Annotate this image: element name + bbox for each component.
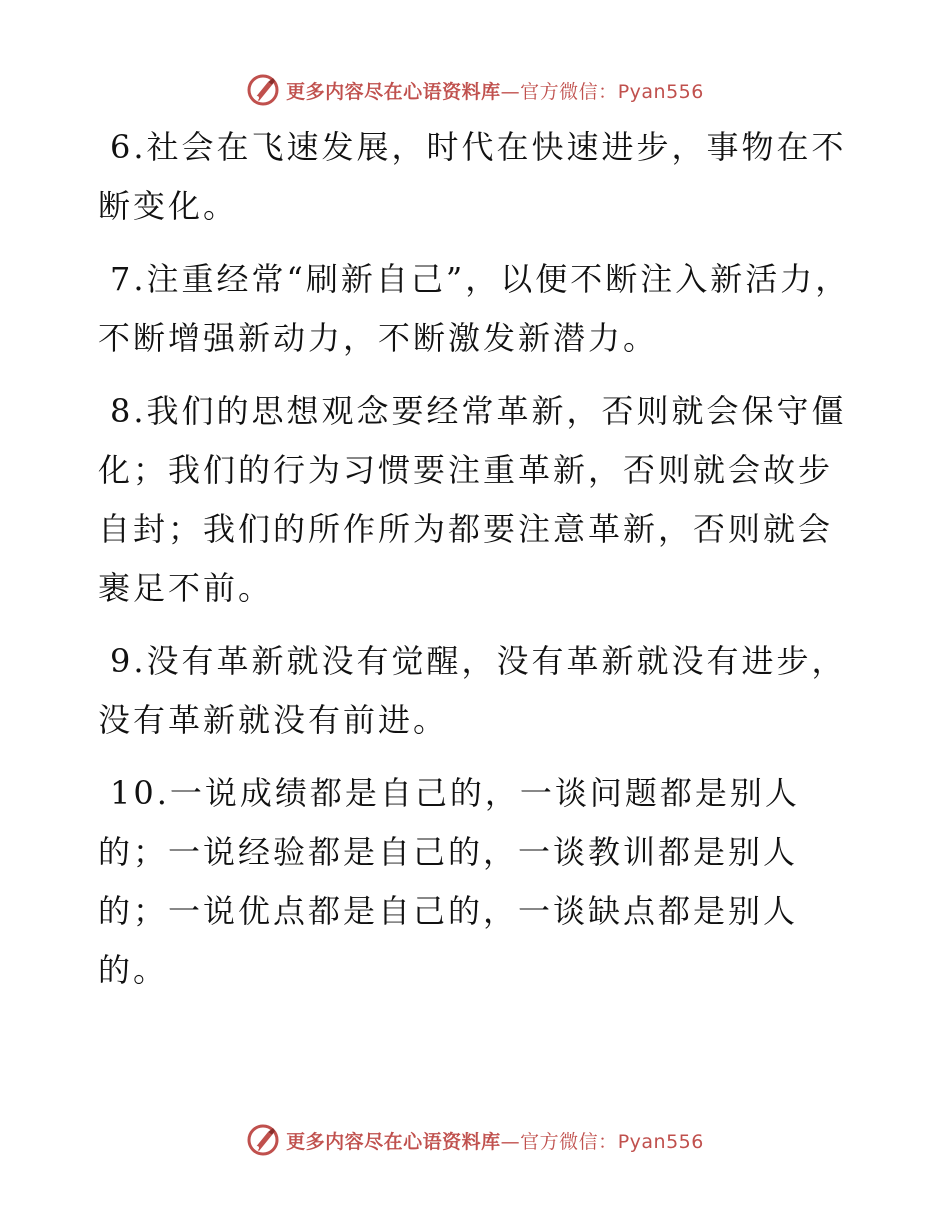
footer-banner-id: Pyan556 xyxy=(617,1130,704,1153)
paragraph-9 xyxy=(98,632,858,750)
header-banner-contact: 官方微信： xyxy=(520,80,618,103)
paragraph-number: 10. xyxy=(110,774,170,812)
document-body xyxy=(98,118,858,1014)
footer-banner xyxy=(0,1120,950,1160)
paragraph-text: 社会在飞速发展，时代在快速进步，事物在不断变化。 xyxy=(98,128,847,225)
paragraph-number: 8. xyxy=(110,392,147,430)
paragraph-10 xyxy=(98,764,858,1000)
paragraph-text: 我们的思想观念要经常革新，否则就会保守僵化；我们的行为习惯要注重革新，否则就会故步自封；我们的所作所为都要注意革新，否则就会裹足不前。 xyxy=(98,392,847,607)
header-banner-id: Pyan556 xyxy=(617,80,704,103)
paragraph-text: 没有革新就没有觉醒，没有革新就没有进步，没有革新就没有前进。 xyxy=(98,642,847,739)
paragraph-number: 6. xyxy=(110,128,147,166)
paragraph-number: 7. xyxy=(110,260,147,298)
footer-banner-text xyxy=(286,1127,704,1154)
paragraph-6 xyxy=(98,118,858,236)
footer-banner-contact: 官方微信： xyxy=(520,1130,618,1153)
paragraph-text: 注重经常“刷新自己”，以便不断注入新活力，不断增强新动力，不断激发新潜力。 xyxy=(98,260,851,357)
paragraph-8 xyxy=(98,382,858,618)
header-banner-dash: — xyxy=(500,80,521,103)
footer-banner-dash: — xyxy=(500,1130,521,1153)
footer-banner-main: 更多内容尽在心语资料库 xyxy=(286,1130,501,1153)
pen-nib-logo-icon xyxy=(246,73,280,107)
header-banner xyxy=(0,70,950,110)
pen-nib-logo-icon xyxy=(246,1123,280,1157)
paragraph-text: 一说成绩都是自己的，一谈问题都是别人的；一说经验都是自己的，一谈教训都是别人的；一说优点都是自己的，一谈缺点都是别人的。 xyxy=(98,774,800,989)
paragraph-7 xyxy=(98,250,858,368)
header-banner-text xyxy=(286,77,704,104)
header-banner-main: 更多内容尽在心语资料库 xyxy=(286,80,501,103)
paragraph-number: 9. xyxy=(110,642,147,680)
